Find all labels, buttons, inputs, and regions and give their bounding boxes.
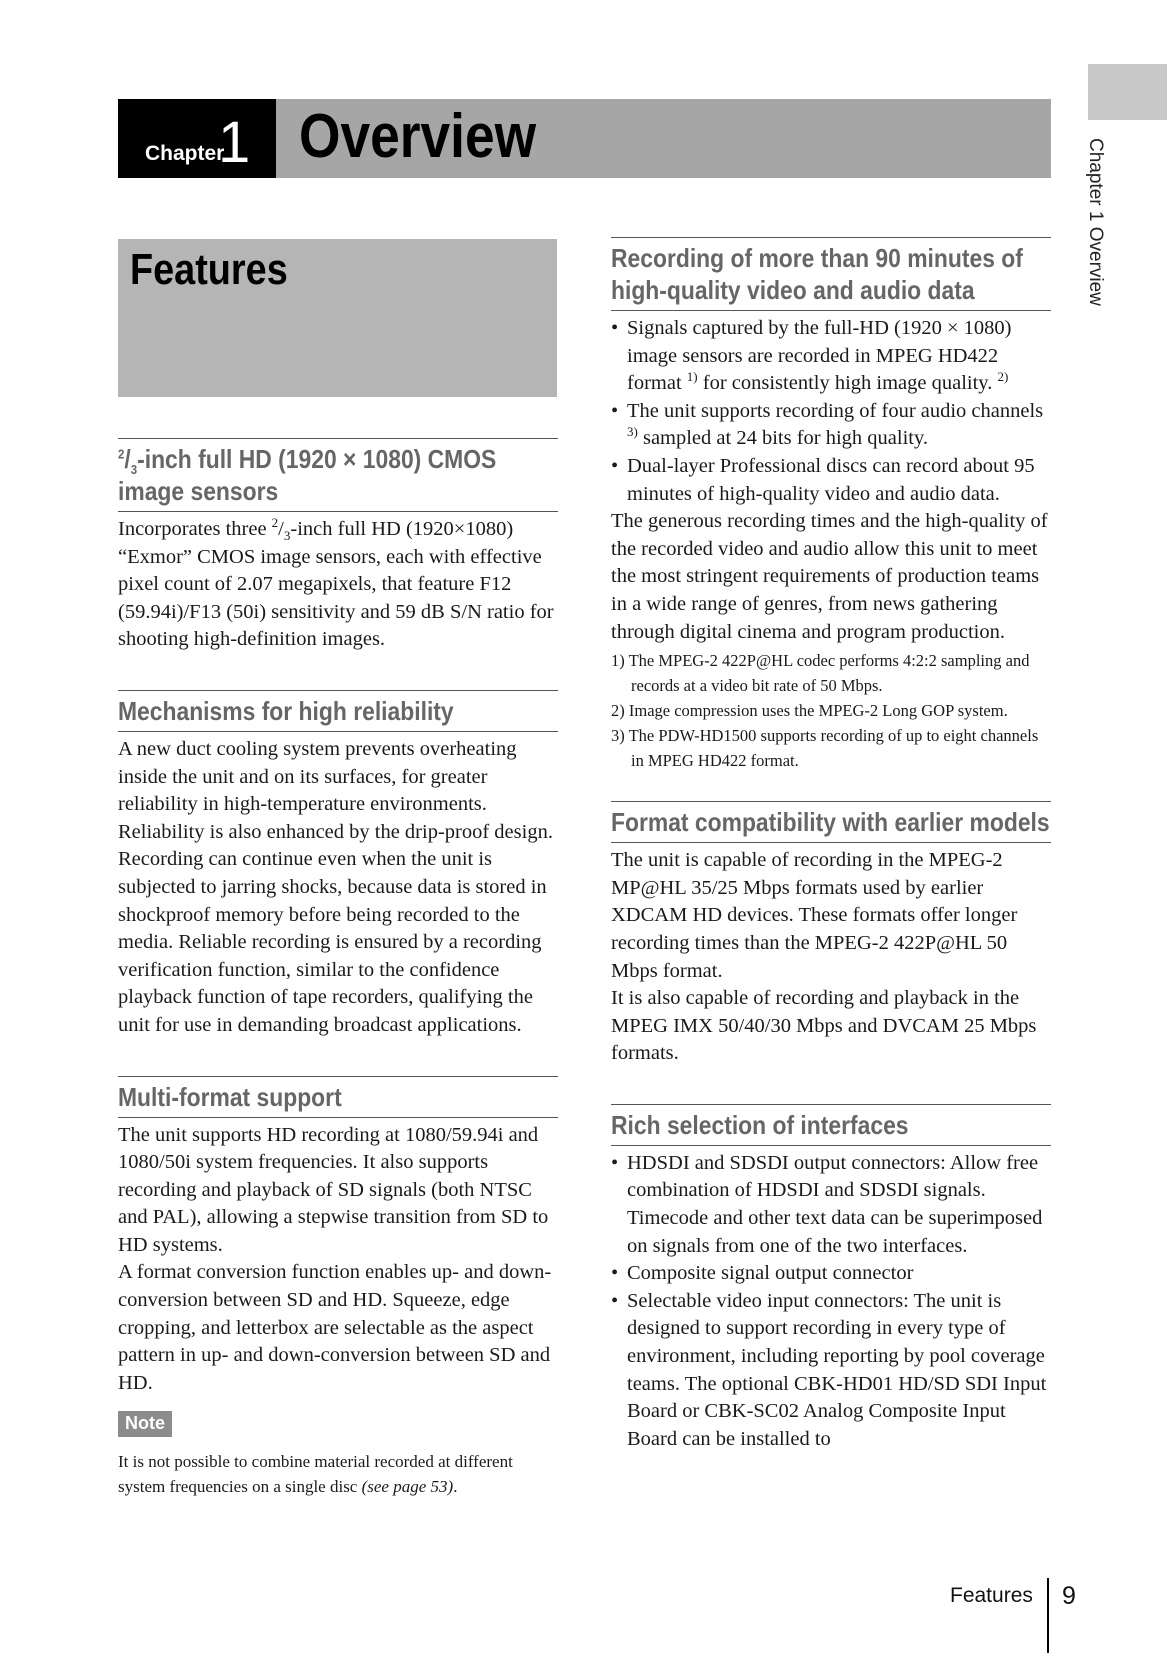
compatibility-paragraph-1: The unit is capable of recording in the MPEG-2 MP@HL 35/25 Mbps formats used by earlier XDCAM HD devices. These formats offer longer recording times than the MPEG-2 422P@HL 50 Mbps format. [611,849,1018,982]
section-title-box [118,239,557,397]
list-item: • HDSDI and SDSDI output connectors: Allow free combination of HDSDI and SDSDI signals. Timecode and other text data can be superimposed on signals from one of the two interfaces. [611,1150,1051,1260]
chapter-title: Overview [299,102,537,171]
footnotes [611,648,1051,773]
reliability-heading: Mechanisms for high reliability [118,690,558,732]
reliability-paragraph-1: A new duct cooling system prevents overheating inside the unit and on its surfaces, for greater reliability in high-temperature environments. Reliability is also enhanced by the drip-proof design. [118,737,553,843]
chapter-word: Chapter [145,142,225,165]
multiformat-heading: Multi-format support [118,1076,558,1118]
chapter-title-bar [276,99,1051,178]
multiformat-paragraph-2: A format conversion function enables up- and down-conversion between SD and HD. Squeeze, edge cropping, and letterbox are selectable as the aspect pattern in up- and down-conversion between SD and HD. [118,1261,552,1394]
cmos-heading: $^2/_3$-inch full HD (1920 × 1080) CMOS image sensors [118,438,558,512]
list-item: • Signals captured by the full-HD (1920 × 1080) image sensors are recorded in MPEG HD422 format $^{1)}$ for consistently high image quality. $^{2)}$ [611,315,1051,398]
side-tab-label: Chapter 1 Overview [1085,138,1106,306]
interfaces-heading: Rich selection of interfaces [611,1104,1051,1146]
footer-section-label: Features [950,1584,1033,1607]
left-column [118,438,558,1499]
compatibility-paragraph-2: It is also capable of recording and playback in the MPEG IMX 50/40/30 Mbps and DVCAM 25 Mbps formats. [611,987,1037,1065]
note-text: It is not possible to combine material recorded at different system frequencies on a single disc (see page 53). [118,1452,513,1497]
right-column [611,237,1051,1453]
interfaces-bullets [611,1150,1051,1454]
chapter-number: 1 [218,110,251,175]
footnote: 1) The MPEG-2 422P@HL codec performs 4:2:2 sampling and records at a video bit rate of 50 Mbps. [611,651,1030,696]
chapter-badge [118,99,276,178]
compatibility-heading: Format compatibility with earlier models [611,801,1051,843]
page-number: 9 [1062,1582,1076,1610]
reliability-paragraph-2: Recording can continue even when the unit is subjected to jarring shocks, because data is stored in shockproof memory before being recorded to the media. Reliable recording is ensured by a recording verification function, similar to the confidence playback function of tape recorders, qualifying the unit for use in demanding broadcast applications. [118,848,547,1036]
footnote: 3) The PDW-HD1500 supports recording of up to eight channels in MPEG HD422 format. [611,726,1039,771]
recording-paragraph: The generous recording times and the high-quality of the recorded video and audio allow this unit to meet the most stringent requirements of production teams in a wide range of genres, from news gathering through digital cinema and program production. [611,510,1048,643]
list-item: • Dual-layer Professional discs can record about 95 minutes of high-quality video and audio data. [611,453,1051,508]
recording-bullets [611,315,1051,508]
list-item: • Selectable video input connectors: The unit is designed to support recording in every type of environment, including reporting by pool coverage teams. The optional CBK-HD01 HD/SD SDI Input Board or CBK-SC02 Analog Composite Input Board can be installed to [611,1288,1051,1454]
note-badge: Note [118,1411,172,1437]
multiformat-paragraph-1: The unit supports HD recording at 1080/59.94i and 1080/50i system frequencies. It also supports recording and playback of SD signals (both NTSC and PAL), allowing a stepwise transition from SD to HD systems. [118,1123,549,1256]
side-tab-marker [1088,64,1167,120]
footnote: 2) Image compression uses the MPEG-2 Long GOP system. [611,701,1008,721]
section-title: Features [130,245,288,294]
footer-divider [1047,1578,1049,1653]
list-item: • The unit supports recording of four audio channels $^{3)}$ sampled at 24 bits for high quality. [611,398,1051,453]
recording-heading: Recording of more than 90 minutes of high-quality video and audio data [611,237,1051,311]
cmos-paragraph: Incorporates three $^2/_3$-inch full HD (1920×1080) “Exmor” CMOS image sensors, each with effective pixel count of 2.07 megapixels, that feature F12 (59.94i)/F13 (50i) sensitivity and 59 dB S/N ratio for shooting high-definition images. [118,515,554,651]
list-item: • Composite signal output connector [611,1260,1051,1288]
